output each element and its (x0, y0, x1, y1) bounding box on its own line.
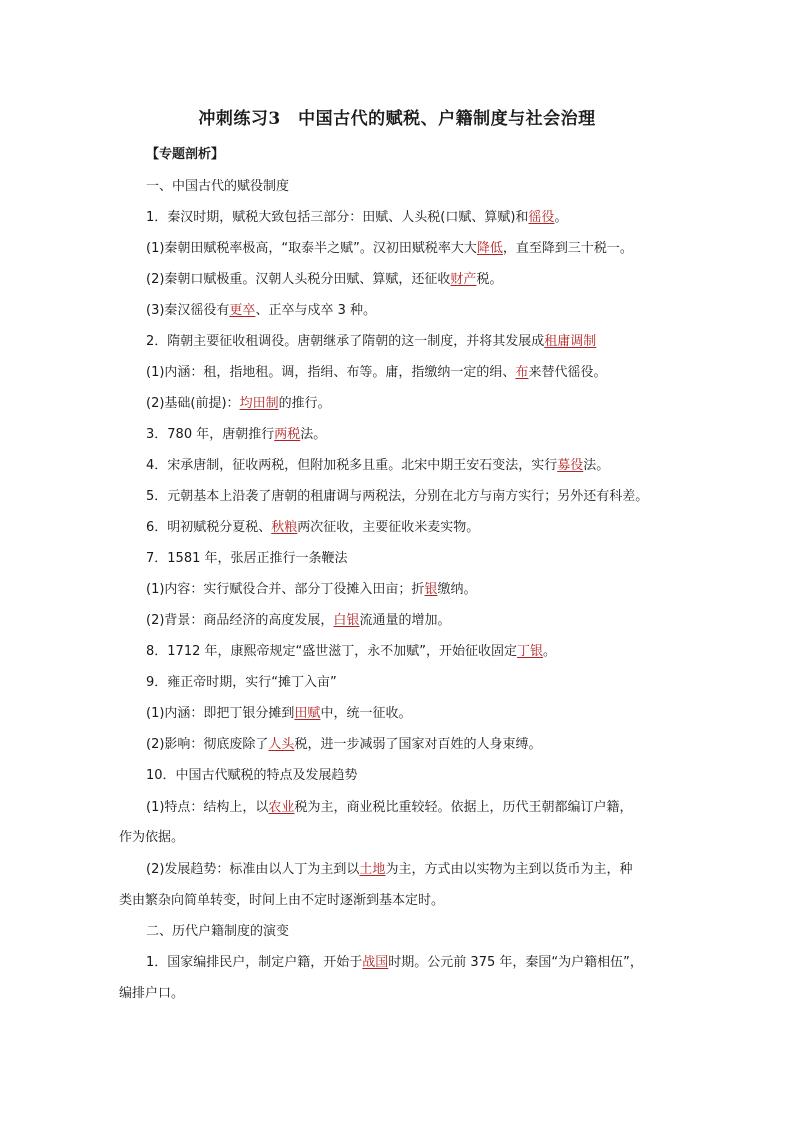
text-segment: 。 (554, 210, 568, 225)
text-segment: 税。 (476, 272, 503, 287)
text-segment: ，直至降到三十税一。 (502, 241, 633, 256)
text-segment: 作为依据。 (119, 830, 185, 845)
text-segment: 两次征收，主要征收米麦实物。 (297, 520, 480, 535)
text-line (146, 767, 358, 785)
underlined-answer: 租庸调制 (544, 334, 597, 349)
underlined-answer: 白银 (333, 613, 360, 628)
text-segment: 一、中国古代的赋役制度 (146, 179, 290, 194)
underlined-answer: 两税 (274, 427, 301, 442)
text-line (146, 612, 450, 630)
text-line (119, 829, 184, 847)
text-segment: 二、历代户籍制度的演变 (146, 924, 290, 939)
underlined-answer: 农业 (268, 800, 295, 815)
text-segment: 法。 (583, 458, 610, 473)
underlined-answer: 战国 (362, 955, 389, 970)
text-line (146, 674, 337, 692)
underlined-answer: 布 (515, 365, 529, 380)
text-segment: (1)特点：结构上，以 (146, 800, 269, 815)
text-segment: (1)内涵：租，指地租。调，指绢、布等。庸，指缴纳一定的绢、 (146, 365, 516, 380)
page-title: 冲刺练习3 中国古代的赋税、户籍制度与社会治理 (198, 109, 596, 129)
text-line (146, 736, 541, 754)
text-line (146, 178, 289, 196)
text-line (146, 581, 476, 599)
text-segment: (2)秦朝口赋极重。汉朝人头税分田赋、算赋，还征收 (146, 272, 451, 287)
text-line (146, 333, 596, 351)
text-line (119, 892, 444, 910)
text-line (146, 271, 502, 289)
text-segment: 时期。公元前 375 年，秦国“为户籍相伍”， (388, 955, 643, 970)
text-segment: 编排户口。 (119, 986, 185, 1001)
text-line (146, 643, 556, 661)
text-segment: (1)秦朝田赋税率极高，“取泰半之赋”。汉初田赋税率大大 (146, 241, 477, 256)
text-segment: 法。 (300, 427, 327, 442)
text-segment: 4．宋承唐制，征收两税，但附加税多且重。北宋中期王安石变法，实行 (146, 458, 558, 473)
text-segment: 流通量的增加。 (359, 613, 451, 628)
text-segment: 8．1712 年，康熙帝规定“盛世滋丁，永不加赋”，开始征收固定 (146, 644, 517, 659)
text-segment: 7．1581 年，张居正推行一条鞭法 (146, 551, 348, 566)
text-segment: (2)基础(前提)： (146, 396, 240, 411)
text-segment: 类由繁杂向简单转变，时间上由不定时逐渐到基本定时。 (119, 893, 445, 908)
text-line (146, 240, 633, 258)
underlined-answer: 徭役 (528, 210, 555, 225)
text-line (146, 799, 632, 817)
text-segment: 的推行。 (278, 396, 331, 411)
text-line (119, 985, 184, 1003)
text-line (146, 923, 289, 941)
text-line (146, 550, 348, 568)
underlined-answer: 降低 (476, 241, 503, 256)
underlined-answer: 财产 (450, 272, 477, 287)
text-segment: (2)影响：彻底废除了 (146, 737, 269, 752)
underlined-answer: 募役 (557, 458, 584, 473)
text-line (146, 861, 632, 879)
text-segment: 10．中国古代赋税的特点及发展趋势 (146, 768, 358, 783)
text-segment: (2)发展趋势：标准由以人丁为主到以 (146, 862, 360, 877)
underlined-answer: 均田制 (239, 396, 279, 411)
text-segment: (1)内容：实行赋役合并、部分丁役摊入田亩；折 (146, 582, 425, 597)
text-line (146, 426, 326, 444)
underlined-answer: 人头 (268, 737, 295, 752)
text-line (146, 519, 479, 537)
text-segment: (1)内涵：即把丁银分摊到 (146, 706, 295, 721)
text-segment: (2)背景：商品经济的高度发展， (146, 613, 334, 628)
text-line (146, 209, 567, 227)
text-segment: 税为主，商业税比重较轻。依据上，历代王朝都编订户籍， (294, 800, 633, 815)
underlined-answer: 土地 (359, 862, 386, 877)
text-segment: 。 (542, 644, 556, 659)
text-segment: 9．雍正帝时期，实行“摊丁入亩” (146, 675, 337, 690)
text-segment: 为主，方式由以实物为主到以货币为主，种 (385, 862, 633, 877)
text-line (146, 364, 606, 382)
underlined-answer: 丁银 (516, 644, 543, 659)
text-segment: 2．隋朝主要征收租调役。唐朝继承了隋朝的这一制度，并将其发展成 (146, 334, 545, 349)
underlined-answer: 田赋 (294, 706, 321, 721)
section-heading (146, 146, 224, 164)
text-segment: 缴纳。 (437, 582, 477, 597)
text-line (146, 954, 643, 972)
text-line (146, 705, 411, 723)
text-segment: 6．明初赋税分夏税、 (146, 520, 272, 535)
text-segment: 1．秦汉时期，赋税大致包括三部分：田赋、人头税(口赋、算赋)和 (146, 210, 529, 225)
text-line (146, 457, 609, 475)
text-line (146, 488, 648, 506)
text-line (146, 302, 376, 320)
text-segment: 、正卒与戍卒 3 种。 (255, 303, 376, 318)
text-segment: 来替代徭役。 (528, 365, 607, 380)
underlined-answer: 更卒 (229, 303, 256, 318)
text-segment: 5．元朝基本上沿袭了唐朝的租庸调与两税法，分别在北方与南方实行；另外还有科差。 (146, 489, 649, 504)
text-segment: 1．国家编排民户，制定户籍，开始于 (146, 955, 363, 970)
text-segment: 中，统一征收。 (320, 706, 412, 721)
underlined-answer: 秋粮 (271, 520, 298, 535)
text-segment: 【专题剖析】 (146, 147, 225, 162)
text-segment: (3)秦汉徭役有 (146, 303, 230, 318)
underlined-answer: 银 (424, 582, 438, 597)
text-segment: 3．780 年，唐朝推行 (146, 427, 275, 442)
text-line (146, 395, 331, 413)
text-segment: 税，进一步减弱了国家对百姓的人身束缚。 (294, 737, 542, 752)
